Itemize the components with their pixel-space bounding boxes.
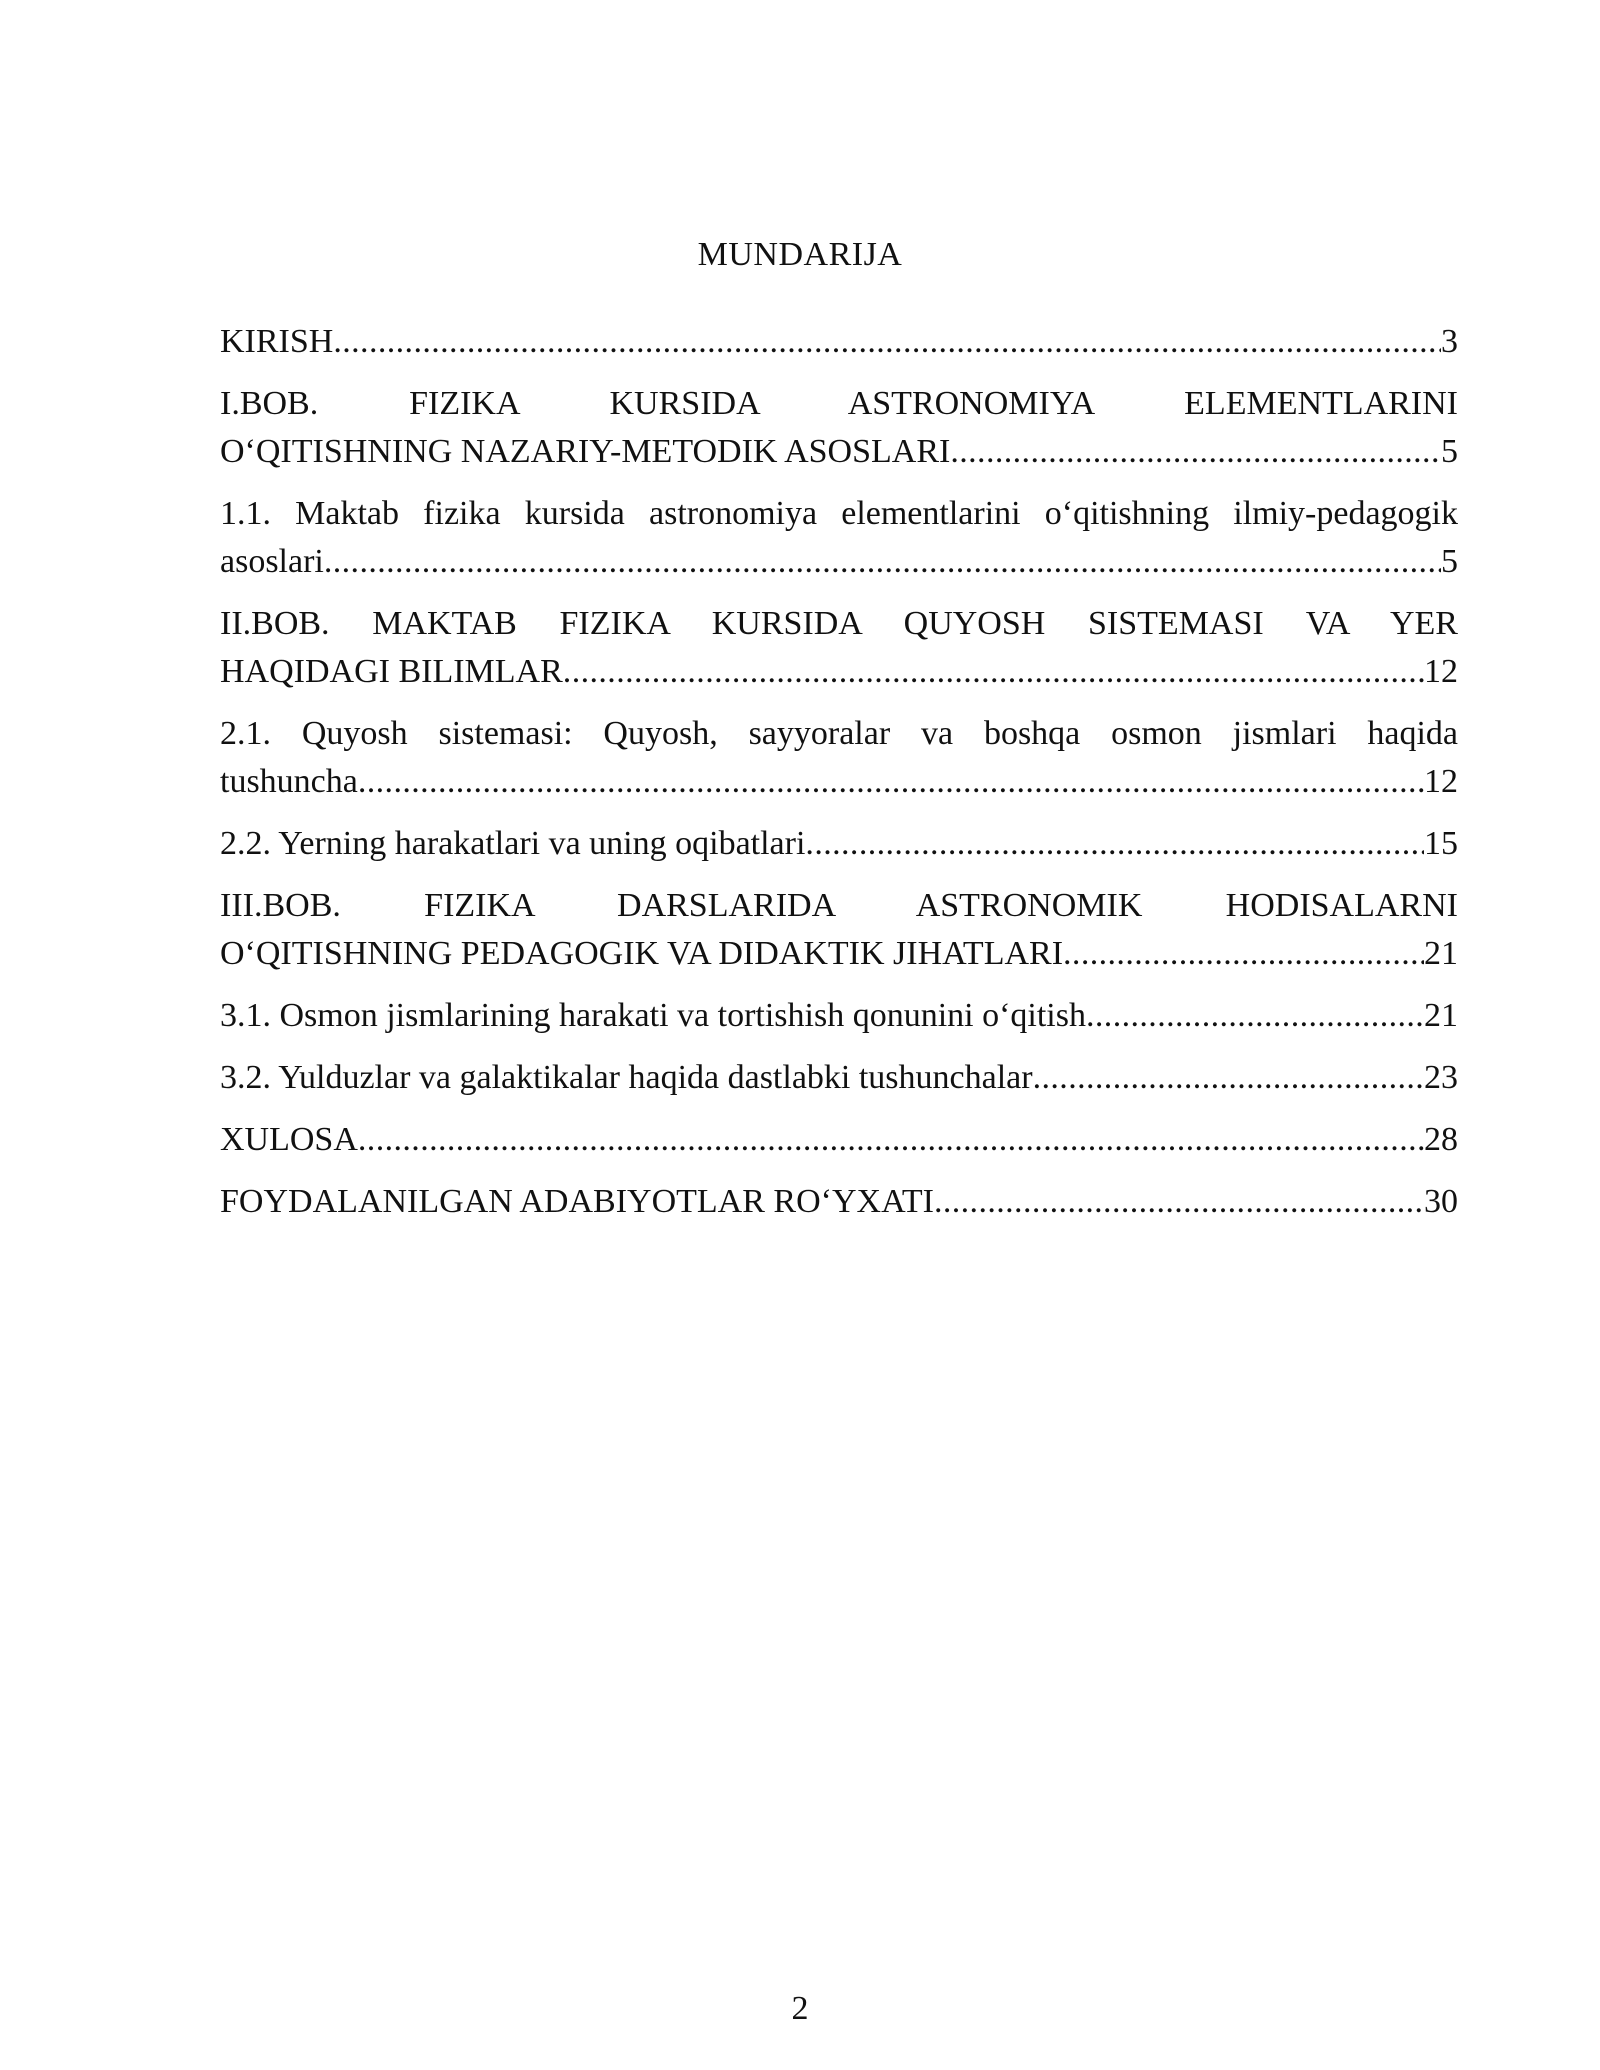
toc-entry-section-1-1[interactable] [220, 490, 1458, 586]
toc-entry-section-2-1[interactable] [220, 710, 1458, 806]
toc-entry-adabiyotlar[interactable] [220, 1178, 1458, 1226]
dot-leader [950, 428, 1441, 476]
toc-entry-title: 3.1. Osmon jismlarining harakati va tortishish qonunini o‘qitish [220, 997, 1086, 1034]
toc-page-number: 5 [1441, 543, 1458, 580]
toc-page-number: 5 [1441, 433, 1458, 470]
page-title: MUNDARIJA [697, 236, 903, 273]
table-of-contents [220, 318, 1458, 1240]
toc-entry-title: FOYDALANILGAN ADABIYOTLAR RO‘YXATI [220, 1183, 934, 1220]
toc-entry-title: KIRISH [220, 323, 334, 360]
dot-leader [324, 538, 1441, 586]
toc-entry-title-line2: O‘QITISHNING NAZARIY-METODIK ASOSLARI [220, 433, 951, 470]
toc-page-number: 30 [1424, 1183, 1458, 1220]
toc-entry-title: 3.2. Yulduzlar va galaktikalar haqida dastlabki tushunchalar [220, 1059, 1033, 1096]
toc-entry-xulosa[interactable] [220, 1116, 1458, 1164]
toc-entry-title-line1: 1.1. Maktab fizika kursida astronomiya elementlarini o‘qitishning ilmiy-pedagogik [220, 495, 1458, 532]
toc-entry-title-line2: tushuncha [220, 763, 358, 800]
page-number: 2 [791, 1990, 809, 2027]
toc-page-number: 3 [1441, 323, 1458, 360]
toc-entry-bob-3[interactable] [220, 882, 1458, 978]
toc-entry-title-line1: II.BOB. MAKTAB FIZIKA KURSIDA QUYOSH SISTEMASI VA YER [220, 605, 1458, 642]
toc-entry-title: XULOSA [220, 1121, 358, 1158]
toc-entry-title-line1: III.BOB. FIZIKA DARSLARIDA ASTRONOMIK HODISALARNI [220, 887, 1458, 924]
dot-leader [934, 1178, 1424, 1226]
toc-page-number: 28 [1424, 1121, 1458, 1158]
dot-leader [1033, 1054, 1424, 1102]
toc-entry-title-line2: asoslari [220, 543, 324, 580]
toc-page-number: 21 [1424, 997, 1458, 1034]
toc-entry-title: 2.2. Yerning harakatlari va uning oqibatlari [220, 825, 806, 862]
toc-page-number: 12 [1424, 763, 1458, 800]
toc-entry-bob-1[interactable] [220, 380, 1458, 476]
toc-entry-bob-2[interactable] [220, 600, 1458, 696]
toc-entry-title-line2: O‘QITISHNING PEDAGOGIK VA DIDAKTIK JIHATLARI [220, 935, 1064, 972]
dot-leader [563, 648, 1424, 696]
dot-leader [358, 1116, 1424, 1164]
toc-entry-title-line1: I.BOB. FIZIKA KURSIDA ASTRONOMIYA ELEMENTLARINI [220, 385, 1458, 422]
dot-leader [358, 758, 1424, 806]
toc-page-number: 21 [1424, 935, 1458, 972]
dot-leader [1086, 992, 1424, 1040]
dot-leader [333, 318, 1441, 366]
dot-leader [805, 820, 1424, 868]
toc-page-number: 23 [1424, 1059, 1458, 1096]
toc-page-number: 12 [1424, 653, 1458, 690]
toc-entry-section-2-2[interactable] [220, 820, 1458, 868]
toc-entry-section-3-2[interactable] [220, 1054, 1458, 1102]
toc-page-number: 15 [1424, 825, 1458, 862]
toc-entry-title-line1: 2.1. Quyosh sistemasi: Quyosh, sayyoralar va boshqa osmon jismlari haqida [220, 715, 1458, 752]
toc-entry-section-3-1[interactable] [220, 992, 1458, 1040]
dot-leader [1063, 930, 1424, 978]
toc-entry-kirish[interactable] [220, 318, 1458, 366]
toc-entry-title-line2: HAQIDAGI BILIMLAR [220, 653, 563, 690]
